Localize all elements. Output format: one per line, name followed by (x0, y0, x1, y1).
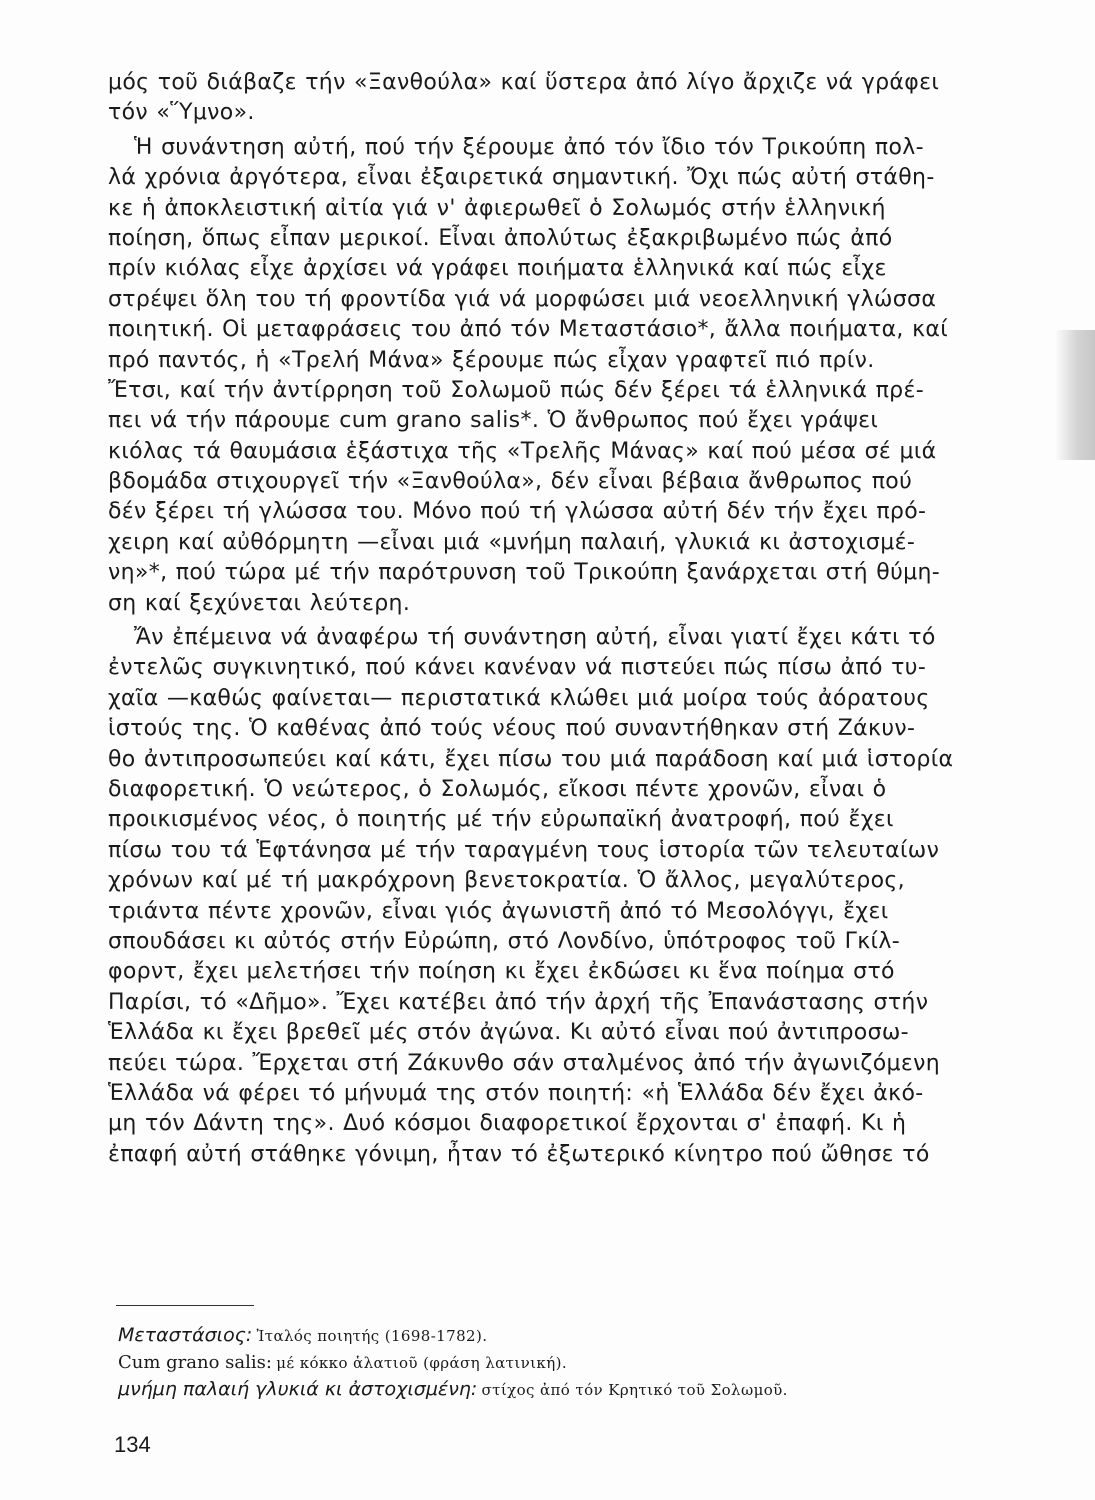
text-line: πεύει τώρα. Ἔρχεται στή Ζάκυνθο σάν σταλμένος ἀπό τήν ἀγωνιζόμενη (108, 1050, 941, 1076)
footnote-1 (118, 1322, 998, 1349)
text-line: θο ἀντιπροσωπεύει καί κάτι, ἔχει πίσω του μιά παράδοση καί μιά ἱστορία (108, 746, 954, 772)
footnote-separator (116, 1305, 254, 1306)
text-line: χειρη καί αὐθόρμητη —εἶναι μιά «μνήμη παλαιή, γλυκιά κι ἀστοχισμέ- (108, 529, 916, 555)
paragraph-start-line: Ἡ συνάντηση αὐτή, πού τήν ξέρουμε ἀπό τόν ἴδιο τόν Τρικούπη πολ- (134, 134, 924, 160)
text-line: Ἔτσι, καί τήν ἀντίρρηση τοῦ Σολωμοῦ πώς δέν ξέρει τά ἑλληνικά πρέ- (108, 377, 925, 403)
text-line: διαφορετική. Ὁ νεώτερος, ὁ Σολωμός, εἴκοσι πέντε χρονῶν, εἶναι ὁ (108, 776, 887, 802)
text-line: βδομάδα στιχουργεῖ τήν «Ξανθούλα», δέν εἶναι βέβαια ἄνθρωπος πού (108, 469, 913, 495)
text-line: ἐντελῶς συγκινητικό, πού κάνει κανέναν νά πιστεύει πώς πίσω ἀπό τυ- (108, 655, 927, 681)
text-line: πίσω του τά Ἑφτάνησα μέ τήν ταραγμένη τους ἱστορία τῶν τελευταίων (108, 837, 940, 863)
text-line: μη τόν Δάντη της». Δυό κόσμοι διαφορετικοί ἔρχονται σ' ἐπαφή. Κι ἡ (108, 1111, 907, 1137)
text-line: χαῖα —καθώς φαίνεται— περιστατικά κλώθει μιά μοίρα τούς ἀόρατους (108, 685, 930, 711)
text-line: τόν «Ὕμνο». (108, 100, 255, 126)
footnote-term: Cum grano salis: (118, 1352, 272, 1373)
text-line: ποιητική. Οἱ μεταφράσεις του ἀπό τόν Μεταστάσιο*, ἄλλα ποιήματα, καί (108, 317, 949, 343)
text-line: πρό παντός, ἡ «Τρελή Μάνα» ξέρουμε πώς εἶχαν γραφτεῖ πιό πρίν. (108, 347, 875, 373)
paragraph-start-line: Ἄν ἐπέμεινα νά ἀναφέρω τή συνάντηση αὐτή, εἶναι γιατί ἔχει κάτι τό (134, 625, 936, 651)
footnote-term: μνήμη παλαιή γλυκιά κι ἀστοχισμένη: (118, 1378, 478, 1400)
text-line: ση καί ξεχύνεται λεύτερη. (108, 590, 411, 616)
text-line: Ἑλλάδα κι ἔχει βρεθεῖ μές στόν ἀγώνα. Κι αὐτό εἶναι πού ἀντιπροσω- (108, 1020, 909, 1046)
text-line: φορντ, ἔχει μελετήσει τήν ποίηση κι ἔχει ἐκδώσει κι ἕνα ποίημα στό (108, 959, 895, 985)
text-line: μός τοῦ διάβαζε τήν «Ξανθούλα» καί ὕστερα ἀπό λίγο ἄρχιζε νά γράφει (108, 70, 940, 95)
footnote-text: Ἰταλός ποιητής (1698-1782). (256, 1327, 488, 1345)
footnote-term: Μεταστάσιος: (118, 1324, 253, 1346)
text-line: σπουδάσει κι αὐτός στήν Εὐρώπη, στό Λονδίνο, ὑπότροφος τοῦ Γκίλ- (108, 928, 900, 954)
text-line: προικισμένος νέος, ὁ ποιητής μέ τήν εὐρωπαϊκή ἀνατροφή, πού ἔχει (108, 807, 894, 833)
text-line: ἐπαφή αὐτή στάθηκε γόνιμη, ἦταν τό ἐξωτερικό κίνητρο πού ὤθησε τό (108, 1141, 930, 1167)
footnote-text: μέ κόκκο ἁλατιοῦ (φράση λατινική). (276, 1354, 568, 1372)
text-line: στρέψει ὅλη του τή φροντίδα γιά νά μορφώσει μιά νεοελληνική γλώσσα (108, 286, 937, 312)
text-line: χρόνων καί μέ τή μακρόχρονη βενετοκρατία. Ὁ ἄλλος, μεγαλύτερος, (108, 868, 905, 894)
text-line: κε ἡ ἀποκλειστική αἰτία γιά ν' ἀφιερωθεῖ ὁ Σολωμός στήν ἑλληνική (108, 195, 886, 221)
footnotes (118, 1322, 998, 1403)
text-line: λά χρόνια ἀργότερα, εἶναι ἐξαιρετικά σημαντική. Ὄχι πώς αὐτή στάθη- (108, 165, 935, 191)
text-line: δέν ξέρει τή γλώσσα του. Μόνο πού τή γλώσσα αὐτή δέν τήν ἔχει πρό- (108, 499, 927, 525)
footnote-text: στίχος ἀπό τόν Κρητικό τοῦ Σολωμοῦ. (481, 1381, 788, 1399)
text-line: τριάντα πέντε χρονῶν, εἶναι γιός ἀγωνιστῆ ἀπό τό Μεσολόγγι, ἔχει (108, 898, 889, 924)
text-line: Ἑλλάδα νά φέρει τό μήνυμά της στόν ποιητή: «ἡ Ἑλλάδα δέν ἔχει ἀκό- (108, 1080, 924, 1106)
text-line: νη»*, πού τώρα μέ τήν παρότρυνση τοῦ Τρικούπη ξανάρχεται στή θύμη- (108, 560, 941, 586)
footnote-2 (118, 1349, 998, 1376)
text-line: ἱστούς της. Ὁ καθένας ἀπό τούς νέους πού συναντήθηκαν στή Ζάκυν- (108, 716, 916, 742)
footnote-3 (118, 1376, 998, 1403)
text-line: πει νά τήν πάρουμε cum grano salis*. Ὁ ἄνθρωπος πού ἔχει γράψει (108, 408, 879, 434)
text-line: κιόλας τά θαυμάσια ἑξάστιχα τῆς «Τρελῆς Μάνας» καί πού μέσα σέ μιά (108, 438, 937, 464)
text-line: Παρίσι, τό «Δῆμο». Ἔχει κατέβει ἀπό τήν ἀρχή τῆς Ἐπανάστασης στήν (108, 989, 929, 1015)
page-number: 134 (114, 1432, 151, 1457)
text-line: ποίηση, ὅπως εἶπαν μερικοί. Εἶναι ἀπολύτως ἐξακριβωμένο πώς ἀπό (108, 225, 893, 251)
body-text (108, 68, 1006, 1170)
page-edge-shadow (1055, 330, 1095, 460)
text-line: πρίν κιόλας εἶχε ἀρχίσει νά γράφει ποιήματα ἑλληνικά καί πώς εἶχε (108, 256, 887, 282)
